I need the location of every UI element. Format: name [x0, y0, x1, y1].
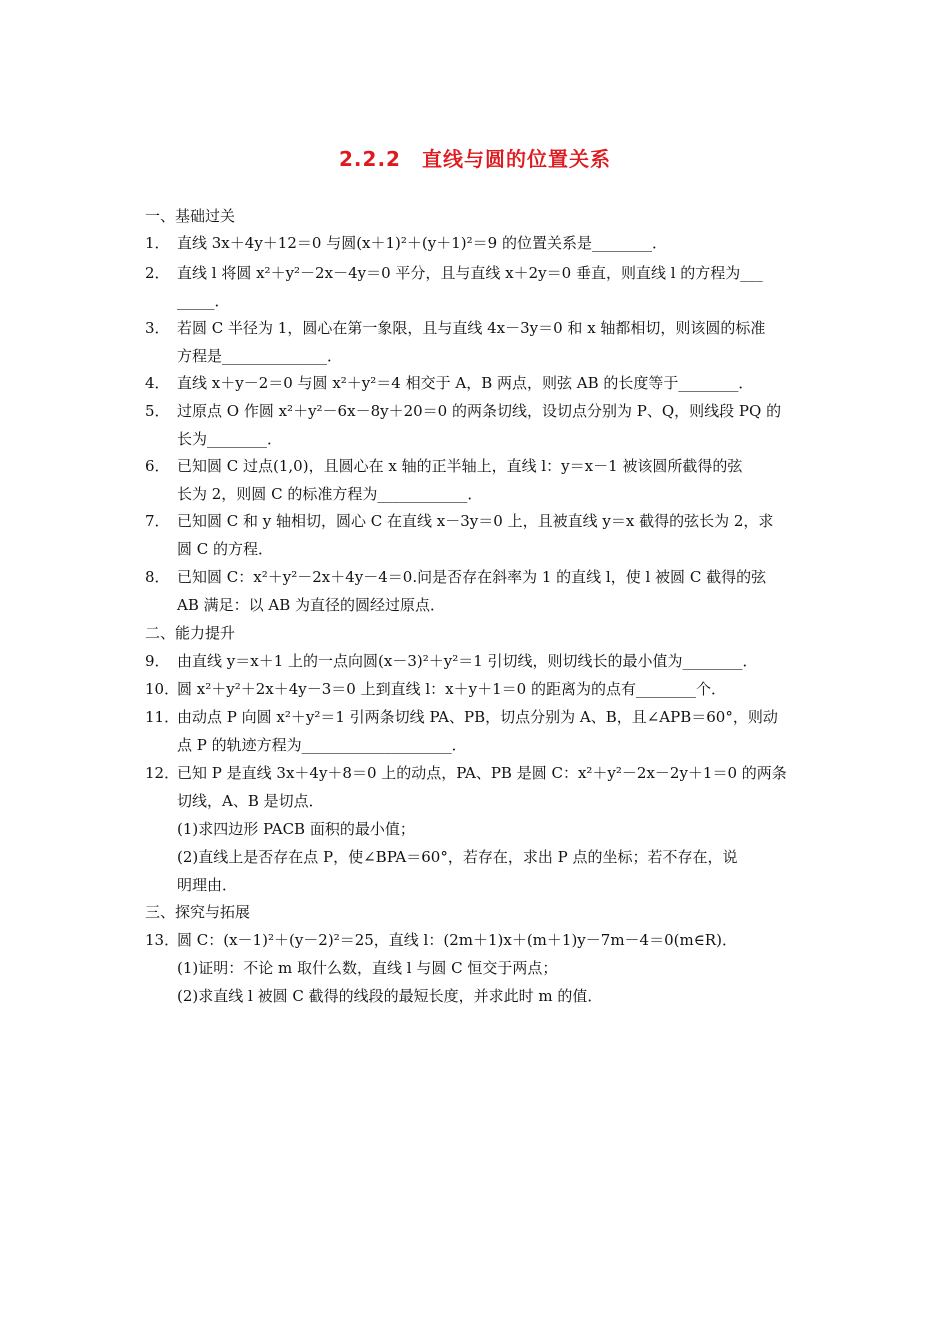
section-heading-basic: 一、基础过关 [145, 207, 236, 225]
question-continuation: 点 P 的轨迹方程为____________________． [177, 736, 467, 754]
question-text: 由直线 y＝x＋1 上的一点向圆(x－3)²＋y²＝1 引切线，则切线长的最小值为________． [177, 652, 758, 670]
sub-question: (1)证明：不论 m 取什么数，直线 l 与圆 C 恒交于两点； [177, 959, 558, 977]
question-continuation: 切线，A、B 是切点． [177, 792, 324, 810]
question-number: 2． [145, 264, 170, 282]
question-text: 直线 3x＋4y＋12＝0 与圆(x＋1)²＋(y＋1)²＝9 的位置关系是________． [177, 234, 667, 252]
question-text: 圆 x²＋y²＋2x＋4y－3＝0 上到直线 l：x＋y＋1＝0 的距离为的点有________个． [177, 680, 726, 698]
question-number: 3． [145, 319, 170, 337]
question-continuation: AB 满足：以 AB 为直径的圆经过原点． [177, 596, 446, 614]
question-number: 1． [145, 234, 170, 252]
question-number: 9． [145, 652, 170, 670]
question-continuation: 方程是______________． [177, 347, 343, 365]
question-text: 已知 P 是直线 3x＋4y＋8＝0 上的动点，PA、PB 是圆 C：x²＋y²－2x－2y＋1＝0 的两条 [177, 764, 787, 782]
question-number: 7． [145, 512, 170, 530]
question-number: 6． [145, 457, 170, 475]
page-title: 2.2.2 直线与圆的位置关系 [339, 147, 611, 171]
question-continuation: 长为________． [177, 430, 283, 448]
question-text: 已知圆 C：x²＋y²－2x＋4y－4＝0.问是否存在斜率为 1 的直线 l，使 l 被圆 C 截得的弦 [177, 568, 767, 586]
question-text: 直线 x＋y－2＝0 与圆 x²＋y²＝4 相交于 A，B 两点，则弦 AB 的长度等于________． [177, 374, 754, 392]
question-continuation: _____． [177, 292, 230, 310]
section-heading-explore: 三、探究与拓展 [145, 903, 251, 921]
question-text: 已知圆 C 过点(1,0)，且圆心在 x 轴的正半轴上，直线 l：y＝x－1 被该圆所截得的弦 [177, 457, 743, 475]
question-number: 5． [145, 402, 170, 420]
sub-question: (2)求直线 l 被圆 C 截得的线段的最短长度，并求此时 m 的值． [177, 987, 603, 1005]
question-text: 直线 l 将圆 x²＋y²－2x－4y＝0 平分，且与直线 x＋2y＝0 垂直，则直线 l 的方程为___ [177, 264, 763, 282]
question-number: 11． [145, 708, 180, 726]
question-number: 10． [145, 680, 180, 698]
sub-question: (1)求四边形 PACB 面积的最小值； [177, 820, 415, 838]
question-text: 若圆 C 半径为 1，圆心在第一象限，且与直线 4x－3y＝0 和 x 轴都相切，则该圆的标准 [177, 319, 766, 337]
sub-question-continuation: 明理由． [177, 876, 238, 894]
question-text: 圆 C：(x－1)²＋(y－2)²＝25，直线 l：(2m＋1)x＋(m＋1)y－7m－4＝0(m∈R)． [177, 931, 737, 949]
question-number: 4． [145, 374, 170, 392]
section-heading-ability: 二、能力提升 [145, 624, 236, 642]
question-number: 12． [145, 764, 180, 782]
question-continuation: 圆 C 的方程． [177, 540, 274, 558]
sub-question: (2)直线上是否存在点 P，使∠BPA＝60°，若存在，求出 P 点的坐标；若不存在，说 [177, 848, 738, 866]
question-text: 由动点 P 向圆 x²＋y²＝1 引两条切线 PA、PB，切点分别为 A、B，且∠APB＝60°，则动 [177, 708, 778, 726]
question-text: 已知圆 C 和 y 轴相切，圆心 C 在直线 x－3y＝0 上，且被直线 y＝x 截得的弦长为 2，求 [177, 512, 774, 530]
question-number: 8． [145, 568, 170, 586]
question-number: 13． [145, 931, 180, 949]
question-continuation: 长为 2，则圆 C 的标准方程为____________． [177, 485, 483, 503]
question-text: 过原点 O 作圆 x²＋y²－6x－8y＋20＝0 的两条切线，设切点分别为 P、Q，则线段 PQ 的 [177, 402, 782, 420]
